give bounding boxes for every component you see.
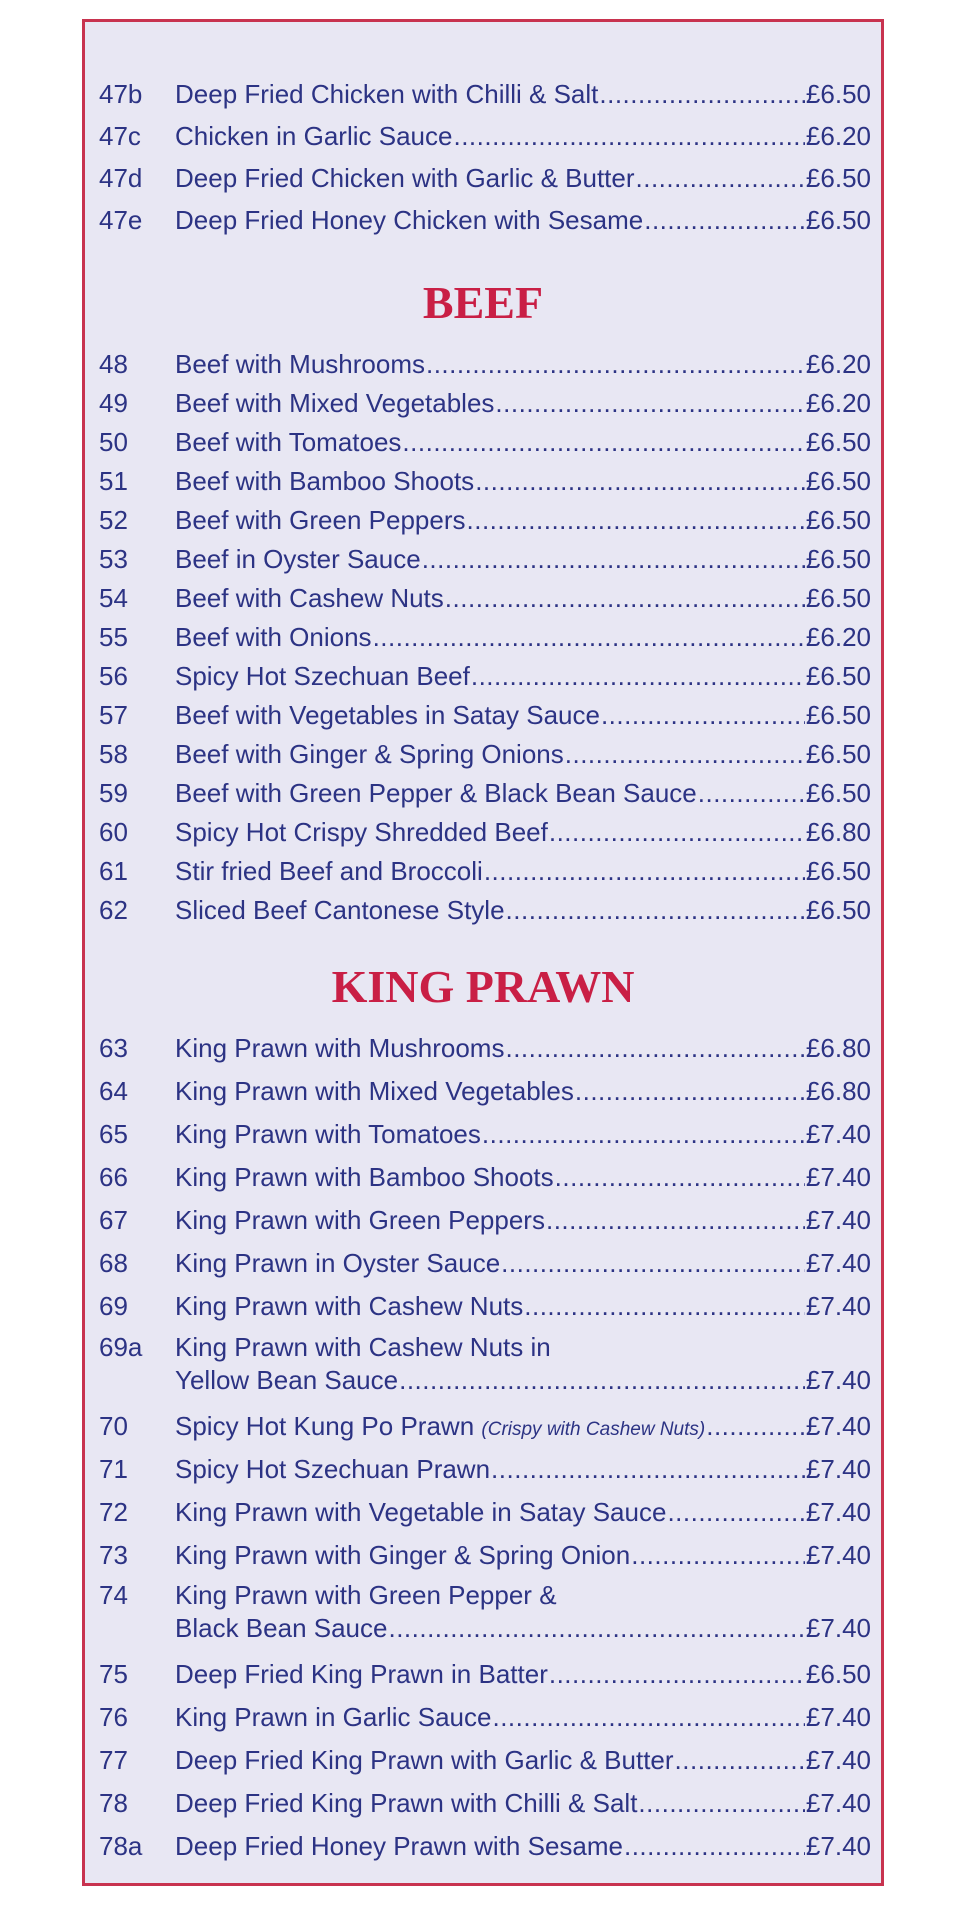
dot-leader — [698, 778, 805, 808]
menu-item — [99, 505, 871, 535]
item-number: 78a — [99, 1831, 143, 1861]
item-name: Beef with Bamboo Shoots — [175, 466, 475, 496]
item-number: 49 — [99, 388, 128, 418]
menu-item — [99, 1162, 871, 1192]
item-number: 75 — [99, 1659, 128, 1689]
item-price: £6.50 — [805, 739, 871, 769]
item-number: 76 — [99, 1702, 128, 1732]
item-price: £7.40 — [805, 1540, 871, 1570]
dot-leader — [667, 1497, 804, 1527]
dot-leader — [402, 427, 805, 457]
item-name: King Prawn in Oyster Sauce — [175, 1248, 501, 1278]
dot-leader — [631, 1540, 805, 1570]
menu-item — [99, 739, 871, 769]
menu-item — [99, 1659, 871, 1689]
item-name: Beef with Green Pepper & Black Bean Sauce — [175, 778, 697, 808]
item-name: King Prawn with Cashew Nuts — [175, 1291, 524, 1321]
item-price: £7.40 — [805, 1365, 871, 1395]
item-price: £6.20 — [805, 622, 871, 652]
item-number: 50 — [99, 427, 128, 457]
item-price: £7.40 — [805, 1454, 871, 1484]
dot-leader — [555, 1162, 805, 1192]
item-name: Deep Fried King Prawn in Batter — [175, 1659, 548, 1689]
item-number: 53 — [99, 544, 128, 574]
menu-item — [99, 622, 871, 652]
item-name: Spicy Hot Szechuan Beef — [175, 661, 470, 691]
item-name: Chicken in Garlic Sauce — [175, 121, 453, 151]
menu-item — [99, 121, 871, 151]
item-price: £6.50 — [805, 427, 871, 457]
item-number: 69a — [99, 1332, 143, 1362]
item-number: 62 — [99, 895, 128, 925]
menu-item — [99, 700, 871, 730]
dot-leader — [422, 544, 805, 574]
menu-item — [99, 1745, 871, 1775]
item-name: Beef with Green Peppers — [175, 505, 466, 535]
item-name-line1: King Prawn with Green Pepper & — [175, 1580, 557, 1610]
item-price: £6.20 — [805, 388, 871, 418]
dot-leader — [575, 1076, 805, 1106]
item-number: 47e — [99, 205, 143, 235]
item-price: £6.50 — [805, 466, 871, 496]
item-price: £6.50 — [805, 544, 871, 574]
item-name: King Prawn with Green Peppers — [175, 1205, 545, 1235]
menu-item — [99, 466, 871, 496]
menu-item — [99, 1497, 871, 1527]
menu-item — [99, 1076, 871, 1106]
item-name: Sliced Beef Cantonese Style — [175, 895, 505, 925]
menu-item — [99, 349, 871, 379]
dot-leader — [636, 163, 805, 193]
dot-leader — [549, 1659, 805, 1689]
item-price: £6.50 — [805, 661, 871, 691]
item-number: 52 — [99, 505, 128, 535]
item-name: King Prawn with Ginger & Spring Onion — [175, 1540, 631, 1570]
item-number: 63 — [99, 1033, 128, 1063]
dot-leader — [624, 1831, 805, 1861]
item-number: 59 — [99, 778, 128, 808]
dot-leader — [445, 583, 805, 613]
item-name: Beef with Cashew Nuts — [175, 583, 444, 613]
dot-leader — [495, 388, 805, 418]
item-name: Beef in Oyster Sauce — [175, 544, 421, 574]
dot-leader — [601, 700, 805, 730]
item-name-line2: Yellow Bean Sauce — [175, 1365, 399, 1395]
dot-leader — [467, 505, 805, 535]
dot-leader — [426, 349, 805, 379]
item-number: 72 — [99, 1497, 128, 1527]
dot-leader — [675, 1745, 805, 1775]
item-name: Spicy Hot Szechuan Prawn — [175, 1454, 491, 1484]
item-number: 58 — [99, 739, 128, 769]
item-name: Deep Fried Chicken with Chilli & Salt — [175, 79, 599, 109]
menu-item — [99, 205, 871, 235]
item-price: £7.40 — [805, 1411, 871, 1441]
item-name: King Prawn with Tomatoes — [175, 1119, 481, 1149]
dot-leader — [644, 205, 805, 235]
menu-item-two-line — [99, 1579, 871, 1645]
item-price: £6.80 — [805, 1033, 871, 1063]
item-price: £7.40 — [805, 1497, 871, 1527]
item-price: £7.40 — [805, 1745, 871, 1775]
item-price: £6.50 — [805, 205, 871, 235]
dot-leader — [706, 1411, 805, 1441]
menu-item — [99, 544, 871, 574]
item-number: 56 — [99, 661, 128, 691]
item-name: King Prawn with Vegetable in Satay Sauce — [175, 1497, 667, 1527]
item-name: Spicy Hot Kung Po Prawn — [175, 1411, 475, 1441]
item-price: £6.80 — [805, 817, 871, 847]
dot-leader — [501, 1248, 805, 1278]
item-number: 73 — [99, 1540, 128, 1570]
menu-item — [99, 163, 871, 193]
menu-item — [99, 1033, 871, 1063]
item-name: King Prawn with Mixed Vegetables — [175, 1076, 574, 1106]
dot-leader — [565, 739, 805, 769]
item-name: Deep Fried Honey Prawn with Sesame — [175, 1831, 623, 1861]
item-name-line2: Black Bean Sauce — [175, 1613, 388, 1643]
item-price: £6.20 — [805, 121, 871, 151]
menu-item — [99, 1248, 871, 1278]
menu-item — [99, 583, 871, 613]
item-number: 47c — [99, 121, 141, 151]
dot-leader — [546, 1205, 805, 1235]
item-name: Beef with Mushrooms — [175, 349, 425, 379]
item-number: 68 — [99, 1248, 128, 1278]
item-price: £7.40 — [805, 1613, 871, 1643]
item-name: Beef with Mixed Vegetables — [175, 388, 495, 418]
item-number: 66 — [99, 1162, 128, 1192]
item-price: £6.20 — [805, 349, 871, 379]
item-name: Deep Fried King Prawn with Chilli & Salt — [175, 1788, 638, 1818]
item-number: 70 — [99, 1411, 128, 1441]
menu-item — [99, 1119, 871, 1149]
item-price: £6.50 — [805, 856, 871, 886]
item-name: Deep Fried King Prawn with Garlic & Butter — [175, 1745, 674, 1775]
dot-leader — [388, 1612, 804, 1645]
dot-leader — [399, 1364, 805, 1397]
item-number: 77 — [99, 1745, 128, 1775]
item-number: 47d — [99, 163, 143, 193]
item-price: £6.50 — [805, 895, 871, 925]
item-name: Beef with Tomatoes — [175, 427, 402, 457]
menu-item — [99, 1411, 871, 1445]
item-number: 47b — [99, 79, 143, 109]
item-number: 74 — [99, 1580, 128, 1610]
menu-item — [99, 79, 871, 109]
item-name: Spicy Hot Crispy Shredded Beef — [175, 817, 548, 847]
item-name: Beef with Ginger & Spring Onions — [175, 739, 564, 769]
item-price: £7.40 — [805, 1831, 871, 1861]
item-name: Deep Fried Honey Chicken with Sesame — [175, 205, 644, 235]
item-number: 57 — [99, 700, 128, 730]
dot-leader — [506, 895, 805, 925]
menu-item-two-line — [99, 1331, 871, 1397]
item-price: £7.40 — [805, 1162, 871, 1192]
item-price: £6.50 — [805, 79, 871, 109]
item-name: Stir fried Beef and Broccoli — [175, 856, 483, 886]
dot-leader — [471, 661, 805, 691]
item-number: 54 — [99, 583, 128, 613]
dot-leader — [505, 1033, 804, 1063]
menu-item — [99, 1291, 871, 1321]
menu-card — [82, 19, 884, 1886]
item-price: £7.40 — [805, 1205, 871, 1235]
item-number: 61 — [99, 856, 128, 886]
item-price: £6.50 — [805, 505, 871, 535]
dot-leader — [373, 622, 805, 652]
item-note: (Crispy with Cashew Nuts) — [481, 1419, 706, 1440]
dot-leader — [475, 466, 805, 496]
menu-item — [99, 1454, 871, 1484]
menu-item — [99, 1540, 871, 1570]
menu-item — [99, 856, 871, 886]
item-name: King Prawn with Bamboo Shoots — [175, 1162, 554, 1192]
menu-item — [99, 778, 871, 808]
item-price: £6.80 — [805, 1076, 871, 1106]
menu-item — [99, 388, 871, 418]
item-name: Beef with Vegetables in Satay Sauce — [175, 700, 600, 730]
dot-leader — [482, 1119, 805, 1149]
item-price: £6.50 — [805, 163, 871, 193]
item-name-line1: King Prawn with Cashew Nuts in — [175, 1332, 551, 1362]
item-number: 60 — [99, 817, 128, 847]
item-number: 78 — [99, 1788, 128, 1818]
dot-leader — [492, 1702, 804, 1732]
menu-item — [99, 661, 871, 691]
menu-item — [99, 1205, 871, 1235]
menu-item — [99, 1788, 871, 1818]
item-number: 64 — [99, 1076, 128, 1106]
dot-leader — [491, 1454, 805, 1484]
item-price: £6.50 — [805, 700, 871, 730]
menu-item — [99, 895, 871, 925]
dot-leader — [549, 817, 805, 847]
item-number: 55 — [99, 622, 128, 652]
item-name: Beef with Onions — [175, 622, 372, 652]
item-price: £6.50 — [805, 778, 871, 808]
menu-item — [99, 1831, 871, 1861]
dot-leader — [638, 1788, 805, 1818]
item-price: £6.50 — [805, 1659, 871, 1689]
section-heading-king-prawn: KING PRAWN — [331, 961, 635, 1012]
dot-leader — [524, 1291, 805, 1321]
section-heading-beef: BEEF — [422, 277, 544, 328]
dot-leader — [484, 856, 805, 886]
menu-item — [99, 427, 871, 457]
item-price: £7.40 — [805, 1119, 871, 1149]
item-number: 71 — [99, 1454, 128, 1484]
item-number: 51 — [99, 466, 128, 496]
item-price: £6.50 — [805, 583, 871, 613]
menu-item — [99, 1702, 871, 1732]
menu-item — [99, 817, 871, 847]
item-number: 67 — [99, 1205, 128, 1235]
item-name: Deep Fried Chicken with Garlic & Butter — [175, 163, 635, 193]
item-price: £7.40 — [805, 1788, 871, 1818]
item-number: 48 — [99, 349, 128, 379]
item-price: £7.40 — [805, 1702, 871, 1732]
item-price: £7.40 — [805, 1248, 871, 1278]
item-price: £7.40 — [805, 1291, 871, 1321]
dot-leader — [453, 121, 804, 151]
item-name: King Prawn in Garlic Sauce — [175, 1702, 492, 1732]
item-name: King Prawn with Mushrooms — [175, 1033, 505, 1063]
item-number: 69 — [99, 1291, 128, 1321]
dot-leader — [599, 79, 805, 109]
item-number: 65 — [99, 1119, 128, 1149]
